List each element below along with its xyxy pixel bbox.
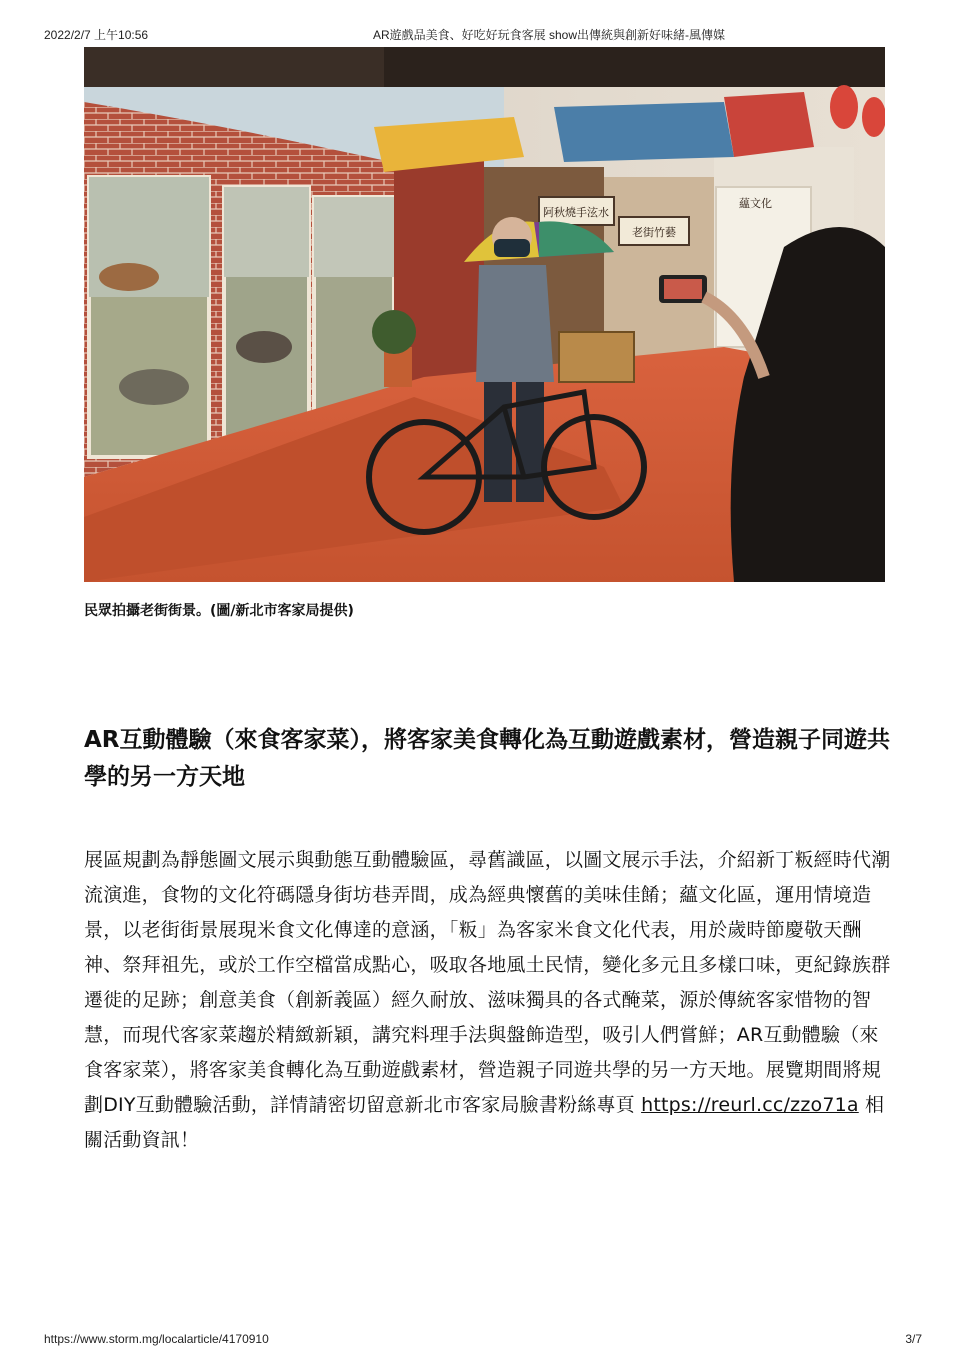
photo-caption: 民眾拍攝老街街景。(圖/新北市客家局提供) [84,603,354,619]
print-datetime: 2022/2/7 上午10:56 [44,28,149,42]
exhibition-photo [84,47,885,582]
paragraph-tail: 相關活動資訊！ [84,1094,885,1151]
article-paragraph [84,843,894,1158]
exhibit-panel-title: 蘊文化 [739,197,772,210]
facebook-fanpage-link[interactable]: https://reurl.cc/zzo71a [641,1094,859,1116]
print-url: https://www.storm.mg/localarticle/4170910 [44,1332,269,1346]
print-page-title: AR遊戲品美食、好吃好玩食客展 show出傳統與創新好味緒-風傳媒 [373,28,726,42]
section-subtitle: AR互動體驗（來食客家菜），將客家美食轉化為互動遊戲素材，營造親子同遊共學的另一方天地 [84,727,891,790]
shop-sign-left: 阿秋燒手泫水 [543,206,609,219]
page-number: 3/7 [905,1332,922,1346]
paragraph-text: 展區規劃為靜態圖文展示與動態互動體驗區，尋舊識區，以圖文展示手法，介紹新丁粄經時代潮流演進，食物的文化符碼隱身街坊巷弄間，成為經典懷舊的美味佳餚；蘊文化區，運用情境造景，以老街街景展現米食文化傳達的意涵，「粄」為客家米食文化代表，用於歲時節慶敬天酬神、祭拜祖先，或於工作空檔當成點心，吸取各地風土民情，變化多元且多樣口味，更紀錄族群遷徙的足跡；創意美食（創新義區）經久耐放、滋味獨具的各式醃菜，源於傳統客家惜物的智慧，而現代客家菜趨於精緻新穎，講究料理手法與盤飾造型，吸引人們嘗鮮；AR互動體驗（來食客家菜），將客家美食轉化為互動遊戲素材，營造親子同遊共學的另一方天地。展覽期間將規劃DIY互動體驗活動，詳情請密切留意新北市客家局臉書粉絲專頁 [84,849,891,1116]
shop-sign-right: 老街竹藝 [632,226,676,239]
